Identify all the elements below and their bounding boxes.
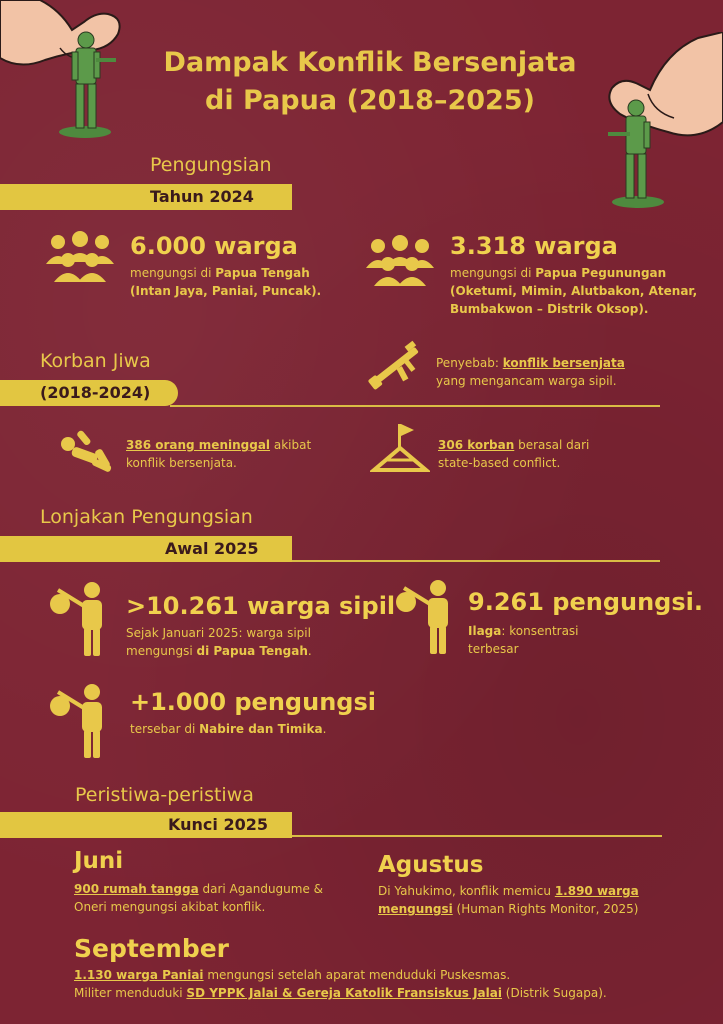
- pengungsian-left-districts: (Intan Jaya, Paniai, Puncak).: [130, 284, 322, 298]
- juni-link: 900 rumah tangga: [74, 882, 199, 896]
- lonjakan-b-count: 9.261 pengungsi.: [468, 588, 703, 616]
- lonjakan-a-desc: [126, 624, 376, 660]
- agustus-source: (Human Rights Monitor, 2025): [452, 902, 639, 916]
- fallen-person-icon: [58, 430, 118, 476]
- lonjakan-c-period: .: [322, 722, 327, 736]
- lonjakan-c-count: +1.000 pengungsi: [130, 688, 376, 716]
- peristiwa-heading: Peristiwa-peristiwa: [75, 784, 254, 806]
- lonjakan-heading: Lonjakan Pengungsian: [40, 506, 253, 528]
- pengungsian-left-region: Papua Tengah: [215, 266, 310, 280]
- korban-band: (2018-2024): [0, 380, 178, 406]
- pengungsian-heading: Pengungsian: [150, 154, 272, 176]
- flag-mound-icon: [370, 420, 430, 474]
- lonjakan-b-desc: [468, 622, 688, 658]
- pengungsian-right-desc: [450, 264, 720, 318]
- korban-cause-desc: yang mengancam warga sipil.: [436, 374, 617, 388]
- pengungsian-right-count: 3.318 warga: [450, 232, 618, 260]
- pengungsian-left-desc: [130, 264, 360, 300]
- juni-text: dari Agandugume &: [198, 882, 324, 896]
- lonjakan-b-region: Ilaga: [468, 624, 502, 638]
- september-month: September: [74, 934, 229, 963]
- peristiwa-divider: [292, 835, 662, 837]
- juni-text-2: Oneri mengungsi akibat konflik.: [74, 900, 266, 914]
- right-hand-soldier-illustration: [598, 32, 723, 212]
- pengungsian-right-districts-2: Bumbakwon – Distrik Oksop).: [450, 302, 649, 316]
- korban-divider: [170, 405, 660, 407]
- pengungsian-right-districts-1: (Oketumi, Mimin, Alutbakon, Atenar,: [450, 284, 698, 298]
- korban-dead: [126, 436, 366, 472]
- korban-cause-link: konflik bersenjata: [502, 356, 625, 370]
- lonjakan-band: Awal 2025: [0, 536, 292, 562]
- lonjakan-a-period: .: [307, 644, 312, 658]
- agustus-month: Agustus: [378, 852, 484, 878]
- september-text-3: (Distrik Sugapa).: [501, 986, 607, 1000]
- title-line-2: di Papua (2018–2025): [205, 85, 535, 116]
- september-text-2: Militer menduduki: [74, 986, 187, 1000]
- left-hand-soldier-illustration: [0, 0, 135, 145]
- pengungsian-right-text: mengungsi di: [450, 266, 536, 280]
- refugee-icon: [394, 578, 458, 656]
- september-link-2: SD YPPK Jalai & Gereja Katolik Fransiskus Jalai: [186, 986, 502, 1000]
- crowd-icon: [44, 230, 116, 282]
- korban-victims-desc: state-based conflict.: [438, 456, 561, 470]
- korban-heading: Korban Jiwa: [40, 350, 151, 372]
- lonjakan-a-text-1: Sejak Januari 2025: warga sipil: [126, 626, 311, 640]
- lonjakan-c-region: Nabire dan Timika: [199, 722, 323, 736]
- korban-victims-count: 306 korban: [438, 438, 515, 452]
- lonjakan-a-region: di Papua Tengah: [196, 644, 308, 658]
- agustus-link-2: mengungsi: [378, 902, 453, 916]
- lonjakan-a-count: >10.261 warga sipil: [126, 592, 396, 620]
- korban-dead-count: 386 orang meninggal: [126, 438, 271, 452]
- september-text-1: mengungsi setelah aparat menduduki Puskesmas.: [203, 968, 511, 982]
- page-title: [140, 44, 600, 120]
- title-line-1: Dampak Konflik Bersenjata: [163, 47, 577, 78]
- refugee-icon: [48, 682, 112, 760]
- rifle-icon: [366, 340, 428, 396]
- peristiwa-band: Kunci 2025: [0, 812, 292, 838]
- lonjakan-b-text-1: : konsentrasi: [501, 624, 579, 638]
- pengungsian-left-text: mengungsi di: [130, 266, 216, 280]
- korban-cause-label: Penyebab:: [436, 356, 503, 370]
- korban-victims: [438, 436, 688, 472]
- pengungsian-right-region: Papua Pegunungan: [535, 266, 667, 280]
- lonjakan-b-text-2: terbesar: [468, 642, 519, 656]
- crowd-icon: [364, 234, 436, 286]
- korban-victims-text: berasal dari: [514, 438, 590, 452]
- lonjakan-a-text-2: mengungsi: [126, 644, 197, 658]
- pengungsian-band: Tahun 2024: [0, 184, 292, 210]
- agustus-desc: [378, 882, 678, 918]
- juni-month: Juni: [74, 848, 124, 874]
- lonjakan-c-text: tersebar di: [130, 722, 200, 736]
- juni-desc: [74, 880, 364, 916]
- agustus-link-1: 1.890 warga: [554, 884, 639, 898]
- refugee-icon: [48, 580, 112, 658]
- korban-cause: [436, 354, 686, 390]
- lonjakan-divider: [292, 560, 660, 562]
- lonjakan-c-desc: [130, 720, 380, 738]
- agustus-text: Di Yahukimo, konflik memicu: [378, 884, 555, 898]
- korban-dead-desc: konflik bersenjata.: [126, 456, 237, 470]
- september-link-1: 1.130 warga Paniai: [74, 968, 204, 982]
- pengungsian-left-count: 6.000 warga: [130, 232, 298, 260]
- september-desc: [74, 966, 694, 1002]
- korban-dead-text: akibat: [270, 438, 312, 452]
